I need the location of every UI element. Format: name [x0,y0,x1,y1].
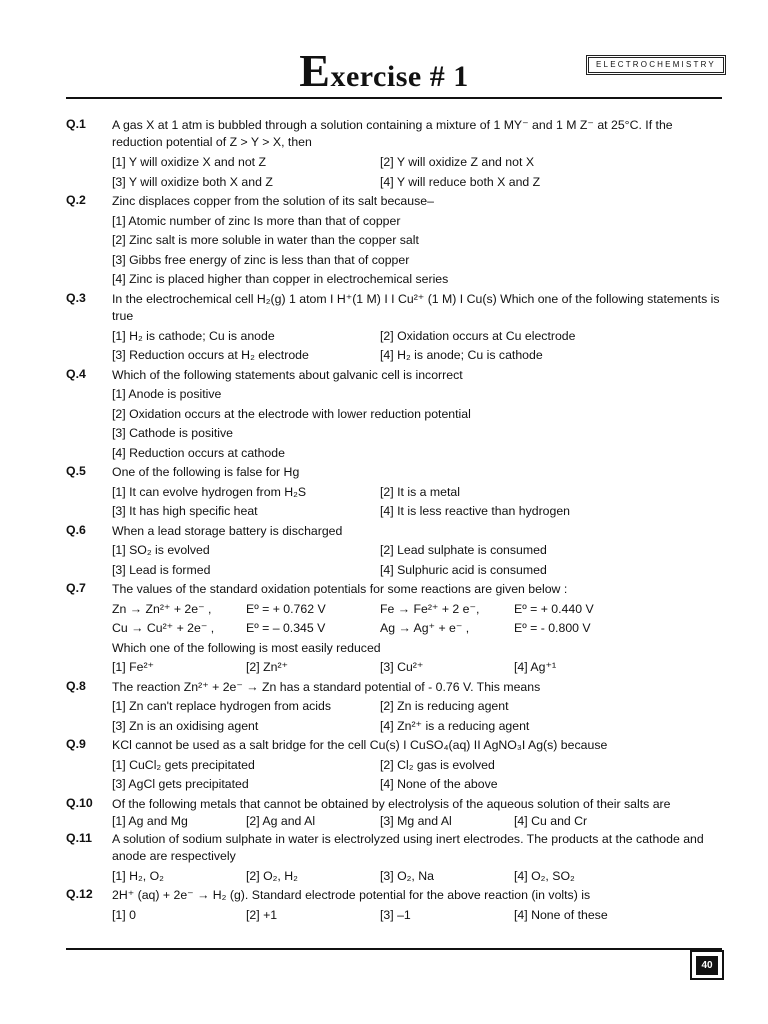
question-text: 2H⁺ (aq) + 2e⁻ → H₂ (g). Standard electrode potential for the above reaction (in volts) is [112,888,591,902]
option: [2] Zn²⁺ [246,660,289,674]
reaction: Ag → Ag⁺ + e⁻ , [380,621,470,635]
option: [4] Cu and Cr [514,813,588,828]
question [66,679,722,738]
potential: Eº = + 0.440 V [514,601,594,616]
page-number: 40 [696,956,717,975]
option: [1] SO₂ is evolved [112,543,210,557]
option: [3] Cu²⁺ [380,660,424,674]
question-number: Q.9 [66,737,86,751]
page-header [0,0,768,102]
option: [1] H₂, O₂ [112,868,164,883]
option: [4] Y will reduce both X and Z [380,174,541,189]
question [66,887,722,926]
question-text: Of the following metals that cannot be obtained by electrolysis of the aqueous solution of their salts are [112,796,671,811]
footer-divider [66,948,722,950]
option: [2] Ag and Al [246,813,316,828]
option: [4] None of the above [380,777,498,791]
question-number: Q.6 [66,522,86,537]
option: [3] Cathode is positive [112,426,233,440]
option: [1] It can evolve hydrogen from H₂S [112,484,307,499]
reaction: Zn → Zn²⁺ + 2e⁻ , [112,601,212,616]
option: [1] Zn can't replace hydrogen from acids [112,699,332,713]
question [66,193,722,291]
potential: Eº = - 0.800 V [514,621,591,635]
question-text: Which of the following statements about galvanic cell is incorrect [112,367,463,382]
reaction: Fe → Fe²⁺ + 2 e⁻, [380,601,480,616]
question [66,367,722,465]
question-text: The values of the standard oxidation potentials for some reactions are given below : [112,582,568,596]
topic-label: ELECTROCHEMISTRY [588,57,724,73]
option: [3] Y will oxidize both X and Z [112,174,273,189]
reaction: Cu → Cu²⁺ + 2e⁻ , [112,621,215,635]
question-list [66,117,722,926]
option: [1] H₂ is cathode; Cu is anode [112,328,275,343]
question [66,117,722,193]
option: [3] Zn is an oxidising agent [112,718,259,733]
option: [3] Lead is formed [112,562,211,577]
question [66,464,722,523]
option: [2] It is a metal [380,484,460,499]
option: [4] O₂, SO₂ [514,868,575,883]
question [66,831,722,888]
question-text: Zinc displaces copper from the solution of its salt because– [112,194,434,208]
option: [1] 0 [112,907,136,922]
question [66,291,722,367]
option: [3] AgCl gets precipitated [112,777,249,791]
option: [3] –1 [380,907,411,922]
option: [4] Ag⁺¹ [514,660,557,674]
question-number: Q.12 [66,887,93,901]
option: [2] Lead sulphate is consumed [380,543,547,557]
option: [4] Zinc is placed higher than copper in electrochemical series [112,272,449,286]
option: [2] Y will oxidize Z and not X [380,155,535,169]
option: [1] Ag and Mg [112,813,188,828]
option: [2] Oxidation occurs at the electrode with lower reduction potential [112,406,471,421]
option: [4] H₂ is anode; Cu is cathode [380,348,543,362]
question [66,581,722,679]
option: [2] Zinc salt is more soluble in water than the copper salt [112,233,419,247]
question-text: One of the following is false for Hg [112,465,300,479]
question-number: Q.4 [66,366,86,381]
option: [3] Mg and Al [380,813,452,828]
question-number: Q.5 [66,464,86,478]
option: [4] Sulphuric acid is consumed [380,562,547,577]
option: [4] Reduction occurs at cathode [112,445,285,460]
potential: Eº = – 0.345 V [246,621,326,635]
question-number: Q.11 [66,830,92,845]
question-number: Q.7 [66,581,86,595]
option: [4] None of these [514,907,608,922]
option: [2] +1 [246,907,278,922]
option: [2] Oxidation occurs at Cu electrode [380,328,576,343]
option: [1] Fe²⁺ [112,660,155,674]
question-number: Q.8 [66,678,86,693]
question-text: A gas X at 1 atm is bubbled through a solution containing a mixture of 1 MY⁻ and 1 M Z⁻ at 25°C. If the reduction potential of Z > Y > X, then [112,118,673,149]
option: [1] Atomic number of zinc Is more than that of copper [112,213,401,228]
option: [4] Zn²⁺ is a reducing agent [380,718,530,733]
option: [1] Anode is positive [112,387,222,401]
option: [2] O₂, H₂ [246,868,298,883]
question-subtext: Which one of the following is most easily reduced [112,640,381,655]
title-initial: E [299,45,331,96]
title-rest: xercise # 1 [330,60,469,93]
option: [3] It has high specific heat [112,504,258,518]
page-number-box [690,950,724,980]
option: [3] Gibbs free energy of zinc is less than that of copper [112,252,410,267]
option: [2] Cl₂ gas is evolved [380,757,495,772]
question [66,737,722,796]
question-number: Q.1 [66,117,86,131]
question-text: KCl cannot be used as a salt bridge for the cell Cu(s) I CuSO₄(aq) II AgNO₃I Ag(s) because [112,738,608,752]
option: [4] It is less reactive than hydrogen [380,504,571,518]
option: [2] Zn is reducing agent [380,699,509,713]
question-text: A solution of sodium sulphate in water is electrolyzed using inert electrodes. The products at the cathode and anode are respectively [112,831,704,863]
question-text: When a lead storage battery is discharged [112,523,343,538]
header-divider [66,97,722,99]
question [66,523,722,582]
question-number: Q.2 [66,193,86,207]
question-text: The reaction Zn²⁺ + 2e⁻ → Zn has a standard potential of - 0.76 V. This means [112,679,541,694]
option: [3] O₂, Na [380,868,434,883]
option: [3] Reduction occurs at H₂ electrode [112,348,309,362]
option: [1] Y will oxidize X and not Z [112,155,267,169]
question [66,796,722,831]
option: [1] CuCl₂ gets precipitated [112,757,255,772]
question-number: Q.10 [66,795,93,810]
question-number: Q.3 [66,290,86,305]
question-text: In the electrochemical cell H₂(g) 1 atom I H⁺(1 M) I I Cu²⁺ (1 M) I Cu(s) Which one of the following statements is true [112,291,720,323]
potential: Eº = + 0.762 V [246,601,326,616]
